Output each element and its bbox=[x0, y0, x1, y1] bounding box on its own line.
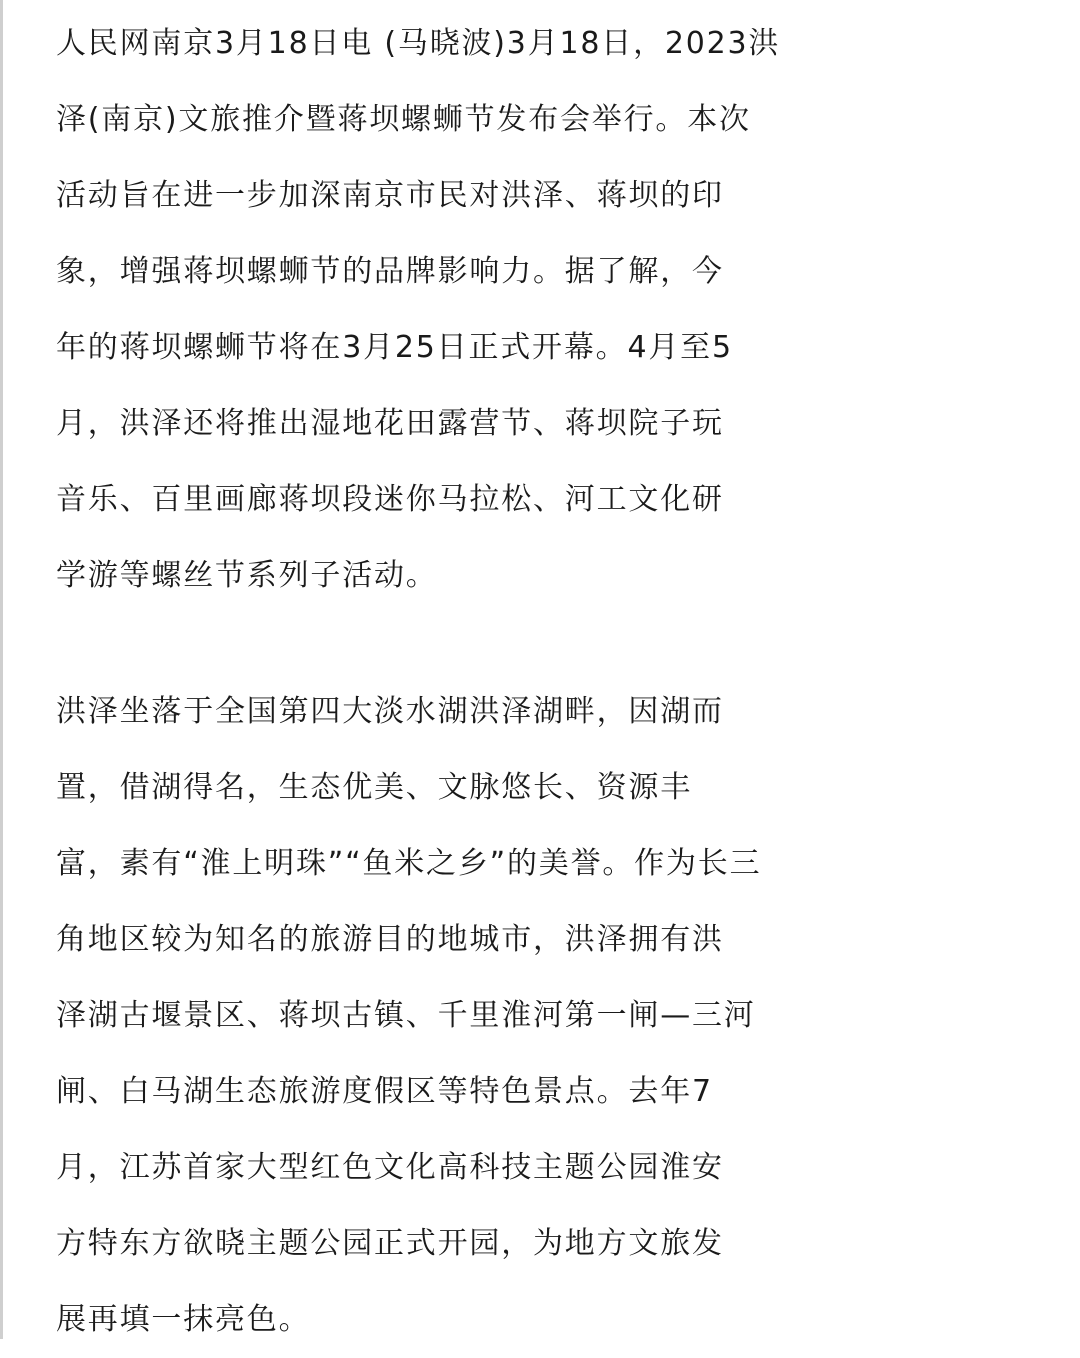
paragraph-2-line: 方特东方欲晓主题公园正式开园，为地方文旅发 bbox=[56, 1226, 724, 1261]
paragraph-2-line: 展再填一抹亮色。 bbox=[56, 1302, 311, 1337]
paragraph-2-line: 置，借湖得名，生态优美、文脉悠长、资源丰 bbox=[56, 770, 692, 805]
paragraph-1-line: 泽(南京)文旅推介暨蒋坝螺蛳节发布会举行。本次 bbox=[56, 102, 751, 137]
paragraph-1 bbox=[56, 6, 1036, 614]
paragraph-2-line: 月，江苏首家大型红色文化高科技主题公园淮安 bbox=[56, 1150, 724, 1185]
paragraph-2-line: 闸、白马湖生态旅游度假区等特色景点。去年7 bbox=[56, 1074, 713, 1109]
paragraph-2-line: 富，素有“淮上明珠”“鱼米之乡”的美誉。作为长三 bbox=[56, 846, 762, 881]
paragraph-spacer bbox=[56, 614, 1036, 674]
paragraph-1-line: 活动旨在进一步加深南京市民对洪泽、蒋坝的印 bbox=[56, 178, 724, 213]
paragraph-2-line: 洪泽坐落于全国第四大淡水湖洪泽湖畔，因湖而 bbox=[56, 694, 724, 729]
paragraph-1-line: 月，洪泽还将推出湿地花田露营节、蒋坝院子玩 bbox=[56, 406, 724, 441]
paragraph-1-line: 音乐、百里画廊蒋坝段迷你马拉松、河工文化研 bbox=[56, 482, 724, 517]
article-body bbox=[56, 6, 1036, 1358]
left-edge-rule bbox=[0, 0, 3, 1339]
paragraph-1-line: 人民网南京3月18日电 (马晓波)3月18日，2023洪 bbox=[56, 26, 781, 61]
paragraph-1-line: 年的蒋坝螺蛳节将在3月25日正式开幕。4月至5 bbox=[56, 330, 733, 365]
paragraph-2-line: 泽湖古堰景区、蒋坝古镇、千里淮河第一闸—三河 bbox=[56, 998, 756, 1033]
paragraph-1-line: 象，增强蒋坝螺蛳节的品牌影响力。据了解，今 bbox=[56, 254, 724, 289]
paragraph-1-line: 学游等螺丝节系列子活动。 bbox=[56, 558, 438, 593]
paragraph-2-line: 角地区较为知名的旅游目的地城市，洪泽拥有洪 bbox=[56, 922, 724, 957]
paragraph-2 bbox=[56, 674, 1036, 1358]
